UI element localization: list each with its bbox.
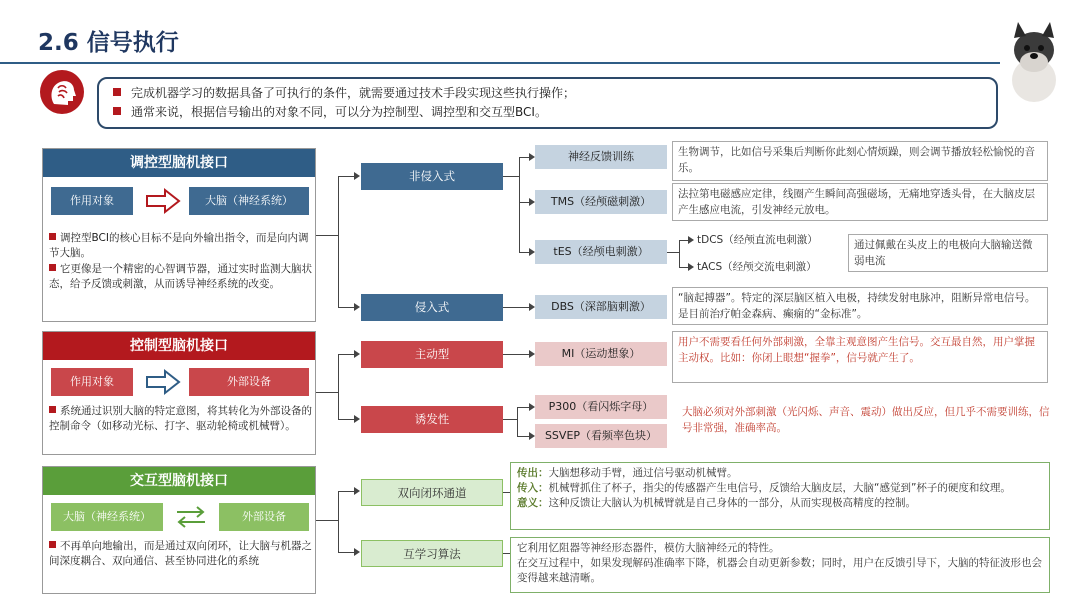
connector-line (517, 407, 518, 437)
regulate-bci-panel (42, 148, 316, 322)
connector-line (338, 354, 339, 420)
intro-line-2: 通常来说，根据信号输出的对象不同，可以分为控制型、调控型和交互型BCI。 (113, 103, 982, 122)
arrow-head-icon (354, 303, 360, 311)
neurofeedback-desc: 生物调节，比如信号采集后判断你此刻心情烦躁，则会调节播放轻松愉悦的音乐。 (672, 141, 1048, 181)
mi-desc: 用户不需要看任何外部刺激，全靠主观意图产生信号。交互最自然，用户掌握主动权。比如：你闭上眼想“握拳”，信号就产生了。 (672, 331, 1048, 383)
control-bci-title: 控制型脑机接口 (43, 332, 315, 360)
connector-line (679, 240, 680, 268)
bidirectional-arrow-icon (171, 503, 211, 531)
arrow-head-icon (354, 350, 360, 358)
invasive-category: 侵入式 (361, 294, 503, 321)
schnauzer-dog-icon (1002, 18, 1066, 104)
control-bci-panel (42, 331, 316, 455)
control-object-label: 作用对象 (51, 368, 133, 396)
interactive-left-label: 大脑（神经系统） (51, 503, 163, 531)
dbs-desc: “脑起搏器”。特定的深层脑区植入电极，持续发射电脉冲，阻断异常电信号。是目前治疗帕金森病、癫痫的“金标准”。 (672, 287, 1048, 325)
loop-desc-out: 传出：大脑想移动手臂，通过信号驱动机械臂。 (517, 467, 738, 479)
tms-desc: 法拉第电磁感应定律，线圈产生瞬间高强磁场，无痛地穿透头骨，在大脑皮层产生感应电流，引发神经元放电。 (672, 183, 1048, 221)
arrow-right-icon (143, 187, 183, 215)
p300-item: P300（看闪烁字母） (535, 395, 667, 419)
tms-item: TMS（经颅磁刺激） (535, 190, 667, 214)
noninvasive-category: 非侵入式 (361, 163, 503, 190)
arrow-head-icon (354, 548, 360, 556)
regulate-bci-title: 调控型脑机接口 (43, 149, 315, 177)
connector-line (503, 176, 519, 177)
control-target-label: 外部设备 (189, 368, 309, 396)
tacs-item: tACS（经颅交流电刺激） (697, 261, 817, 273)
intro-box (97, 77, 998, 129)
arrow-head-icon (688, 263, 694, 271)
tes-desc: 通过佩戴在头皮上的电极向大脑输送微弱电流 (848, 234, 1048, 272)
mutual-learning-category: 互学习算法 (361, 540, 503, 567)
interactive-bci-title: 交互型脑机接口 (43, 467, 315, 495)
learning-desc: 它利用忆阻器等神经形态器件，模仿大脑神经元的特性。 在交互过程中，如果发现解码准确率下降，机器会自动更新参数；同时，用户在反馈引导下，大脑的特征波形也会变得越来越清晰。 (510, 537, 1050, 593)
interactive-bullet-1: 不再单向地输出，而是通过双向闭环，让大脑与机器之间深度耦合、双向通信、甚至协同进化的系统 (49, 540, 312, 567)
bidirectional-loop-category: 双向闭环通道 (361, 479, 503, 506)
arrow-head-icon (354, 487, 360, 495)
ssvep-item: SSVEP（看频率色块） (535, 424, 667, 448)
neurofeedback-item: 神经反馈训练 (535, 145, 667, 169)
mi-item: MI（运动想象） (535, 342, 667, 366)
connector-line (503, 419, 517, 420)
regulate-target-label: 大脑（神经系统） (189, 187, 309, 215)
arrow-head-icon (354, 415, 360, 423)
loop-desc-in: 传入：机械臂抓住了杯子，指尖的传感器产生电信号，反馈给大脑皮层，大脑“感觉到”杯子的硬度和纹理。 (517, 482, 1011, 494)
loop-desc-meaning: 意义：这种反馈让大脑认为机械臂就是自己身体的一部分，从而实现极高精度的控制。 (517, 497, 916, 509)
connector-line (316, 235, 338, 236)
interactive-right-label: 外部设备 (219, 503, 309, 531)
arrow-head-icon (688, 236, 694, 244)
bullet-square-icon (113, 88, 121, 96)
connector-line (316, 520, 338, 521)
evoked-desc: 大脑必须对外部刺激（光闪烁、声音、震动）做出反应，但几乎不需要训练，信号非常强，准确率高。 (682, 406, 1050, 434)
connector-line (316, 392, 338, 393)
connector-line (667, 252, 679, 253)
title-divider (0, 62, 1000, 64)
dbs-item: DBS（深部脑刺激） (535, 295, 667, 319)
arrow-right-icon (143, 368, 183, 396)
regulate-object-label: 作用对象 (51, 187, 133, 215)
arrow-head-icon (354, 172, 360, 180)
regulate-bullet-2: 它更像是一个精密的心智调节器，通过实时监测大脑状态，给予反馈或刺激，从而诱导神经系统的改变。 (49, 263, 312, 290)
loop-desc (510, 462, 1050, 530)
control-bullet-1: 系统通过识别大脑的特定意图，将其转化为外部设备的控制命令（如移动光标、打字、驱动轮椅或机械臂）。 (49, 405, 312, 432)
interactive-bci-panel (42, 466, 316, 594)
connector-line (338, 176, 339, 308)
evoked-category: 诱发性 (361, 406, 503, 433)
connector-line (519, 157, 520, 253)
connector-line (503, 354, 531, 355)
brain-head-icon (40, 70, 84, 114)
regulate-bullet-1: 调控型BCI的核心目标不是向外输出指令，而是向内调节大脑。 (49, 232, 309, 259)
bullet-square-icon (113, 107, 121, 115)
tdcs-item: tDCS（经颅直流电刺激） (697, 234, 818, 246)
page-title: 2.6 信号执行 (38, 30, 179, 56)
active-category: 主动型 (361, 341, 503, 368)
connector-line (503, 307, 531, 308)
connector-line (338, 491, 339, 553)
tes-item: tES（经颅电刺激） (535, 240, 667, 264)
intro-line-1: 完成机器学习的数据具备了可执行的条件，就需要通过技术手段实现这些执行操作； (113, 84, 982, 103)
